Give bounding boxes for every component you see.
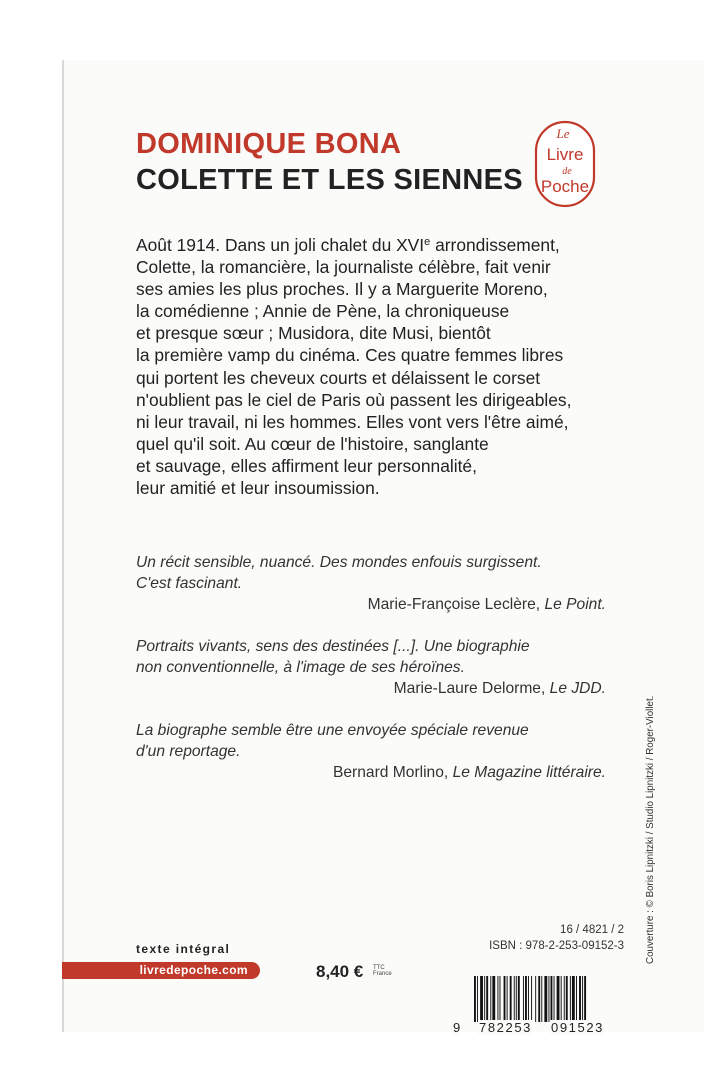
barcode-digit-group-1: 782253 [479,1020,532,1035]
price-note-country: France [373,971,392,977]
blurb-line-1-end: arrondissement, [430,235,560,255]
quote-source: Le Magazine littéraire. [452,764,606,781]
blurb-line-9: ni leur travail, ni les hommes. Elles vont vers l'être aimé, [136,411,569,432]
book-codes [464,922,624,954]
blurb-line-5: et presque sœur ; Musidora, dite Musi, bientôt [136,323,491,344]
quote-attribution [136,762,606,783]
back-cover-blurb [136,234,666,499]
quote-source: Le JDD. [549,680,606,697]
blurb-line-1-start: Août 1914. Dans un joli chalet du XVI [136,235,425,255]
logo-line-de: de [562,166,572,177]
blurb-superscript: e [424,236,431,248]
quote-text-line: Portraits vivants, sens des destinées [...]. Une biographie [136,638,530,655]
reference-code: 16 / 4821 / 2 [560,924,624,936]
website-banner [62,962,260,979]
blurb-line-2: Colette, la romancière, la journaliste célèbre, fait venir [136,257,551,278]
barcode-digit-group-2: 091523 [551,1020,604,1035]
quote-text-line: d'un reportage. [136,743,241,760]
logo-line-poche: Poche [540,177,590,196]
quote-attribution [136,594,606,615]
blurb-line-12: leur amitié et leur insoumission. [136,478,380,499]
blurb-line-1 [136,234,666,256]
blurb-line-3: ses amies les plus proches. Il y a Marguerite Moreno, [136,279,548,300]
price-note-ttc: TTC [373,965,385,971]
press-quote [136,720,606,783]
quote-text-line: C'est fascinant. [136,575,243,592]
blurb-line-10: quel qu'il soit. Au cœur de l'histoire, sanglante [136,433,489,454]
quote-author: Marie-Françoise Leclère, [367,596,545,613]
quote-source: Le Point. [544,596,606,613]
blurb-line-11: et sauvage, elles affirment leur personnalité, [136,455,477,476]
quote-text-line: non conventionnelle, à l'image de ses héroïnes. [136,659,465,676]
blurb-line-4: la comédienne ; Annie de Pène, la chroniqueuse [136,301,510,322]
blurb-line-8: n'oublient pas le ciel de Paris où passent les dirigeables, [136,389,572,410]
back-cover [62,60,704,1032]
logo-line-le: Le [556,126,570,141]
press-quote [136,636,606,699]
price: 8,40 € [316,962,364,981]
le-livre-de-poche-logo [533,120,597,208]
isbn-barcode [472,976,624,1026]
isbn: ISBN : 978-2-253-09152-3 [489,940,624,952]
book-title: COLETTE ET LES SIENNES [136,164,523,196]
blurb-line-7: qui portent les cheveux courts et délaissent le corset [136,367,541,388]
price-note [373,965,392,977]
logo-line-livre: Livre [546,145,584,164]
website-link[interactable]: livredepoche.com [139,963,248,977]
quote-author: Marie-Laure Delorme, [393,680,550,697]
quote-text-line: La biographe semble être une envoyée spéciale revenue [136,722,529,739]
quote-text-line: Un récit sensible, nuancé. Des mondes enfouis surgissent. [136,554,542,571]
press-quote [136,552,606,615]
barcode-digit-prefix: 9 [453,1020,461,1035]
quote-attribution [136,678,606,699]
quote-author: Bernard Morlino, [332,764,453,781]
cover-photo-credit: Couverture : © Boris Lipnitzki / Studio Lipnitzki / Roger-Viollet. [645,695,656,964]
edition-label: texte intégral [136,942,231,956]
book-author: DOMINIQUE BONA [136,128,402,160]
blurb-line-6: la première vamp du cinéma. Ces quatre femmes libres [136,345,564,366]
